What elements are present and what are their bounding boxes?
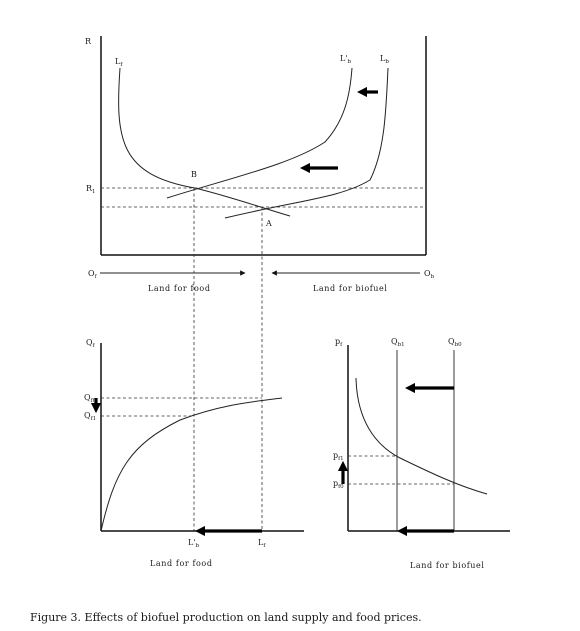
r1-label: $R_1$	[86, 184, 96, 195]
pf0-label: $p_{f0}$	[333, 479, 344, 490]
land-for-biofuel-title: Land for biofuel	[313, 284, 388, 293]
food-y-axis-label: $Q_f$	[86, 338, 95, 349]
lb-shifted-curve-label: $L'_b$	[340, 54, 352, 65]
food-price-panel	[333, 337, 510, 570]
point-b-label: B	[191, 170, 197, 179]
qb1-label: $Q_{b1}$	[391, 337, 405, 348]
point-a-label: A	[266, 219, 272, 228]
lf-tick-label: $L_f$	[258, 538, 266, 549]
qb0-label: $Q_{b0}$	[448, 337, 462, 348]
price-y-axis-label: $p_f$	[335, 337, 343, 348]
top-panel	[85, 36, 435, 293]
land-for-food-title: Land for food	[148, 284, 211, 293]
lb-shifted-tick-label: $L'_b$	[188, 538, 200, 549]
pf1-label: $p_{f1}$	[333, 451, 344, 462]
lb-curve-label: $L_b$	[380, 54, 389, 65]
biofuel-origin-label: $O_b$	[424, 269, 435, 280]
food-demand-curve	[356, 378, 487, 494]
food-x-axis-title: Land for food	[150, 559, 213, 568]
lf-curve-label: $L_f$	[115, 57, 123, 68]
biofuel-x-axis-title: Land for biofuel	[410, 561, 485, 570]
food-production-curve	[101, 398, 282, 531]
land-for-food-curve	[119, 68, 290, 216]
qf1-label: $Q_{f1}$	[84, 411, 97, 422]
qf0-label: $Q_{f0}$	[84, 393, 97, 404]
figure-caption: Figure 3. Effects of biofuel production on land supply and food prices.	[30, 611, 422, 624]
top-y-axis-label: R	[85, 37, 92, 46]
food-origin-label: $O_f$	[88, 269, 97, 280]
